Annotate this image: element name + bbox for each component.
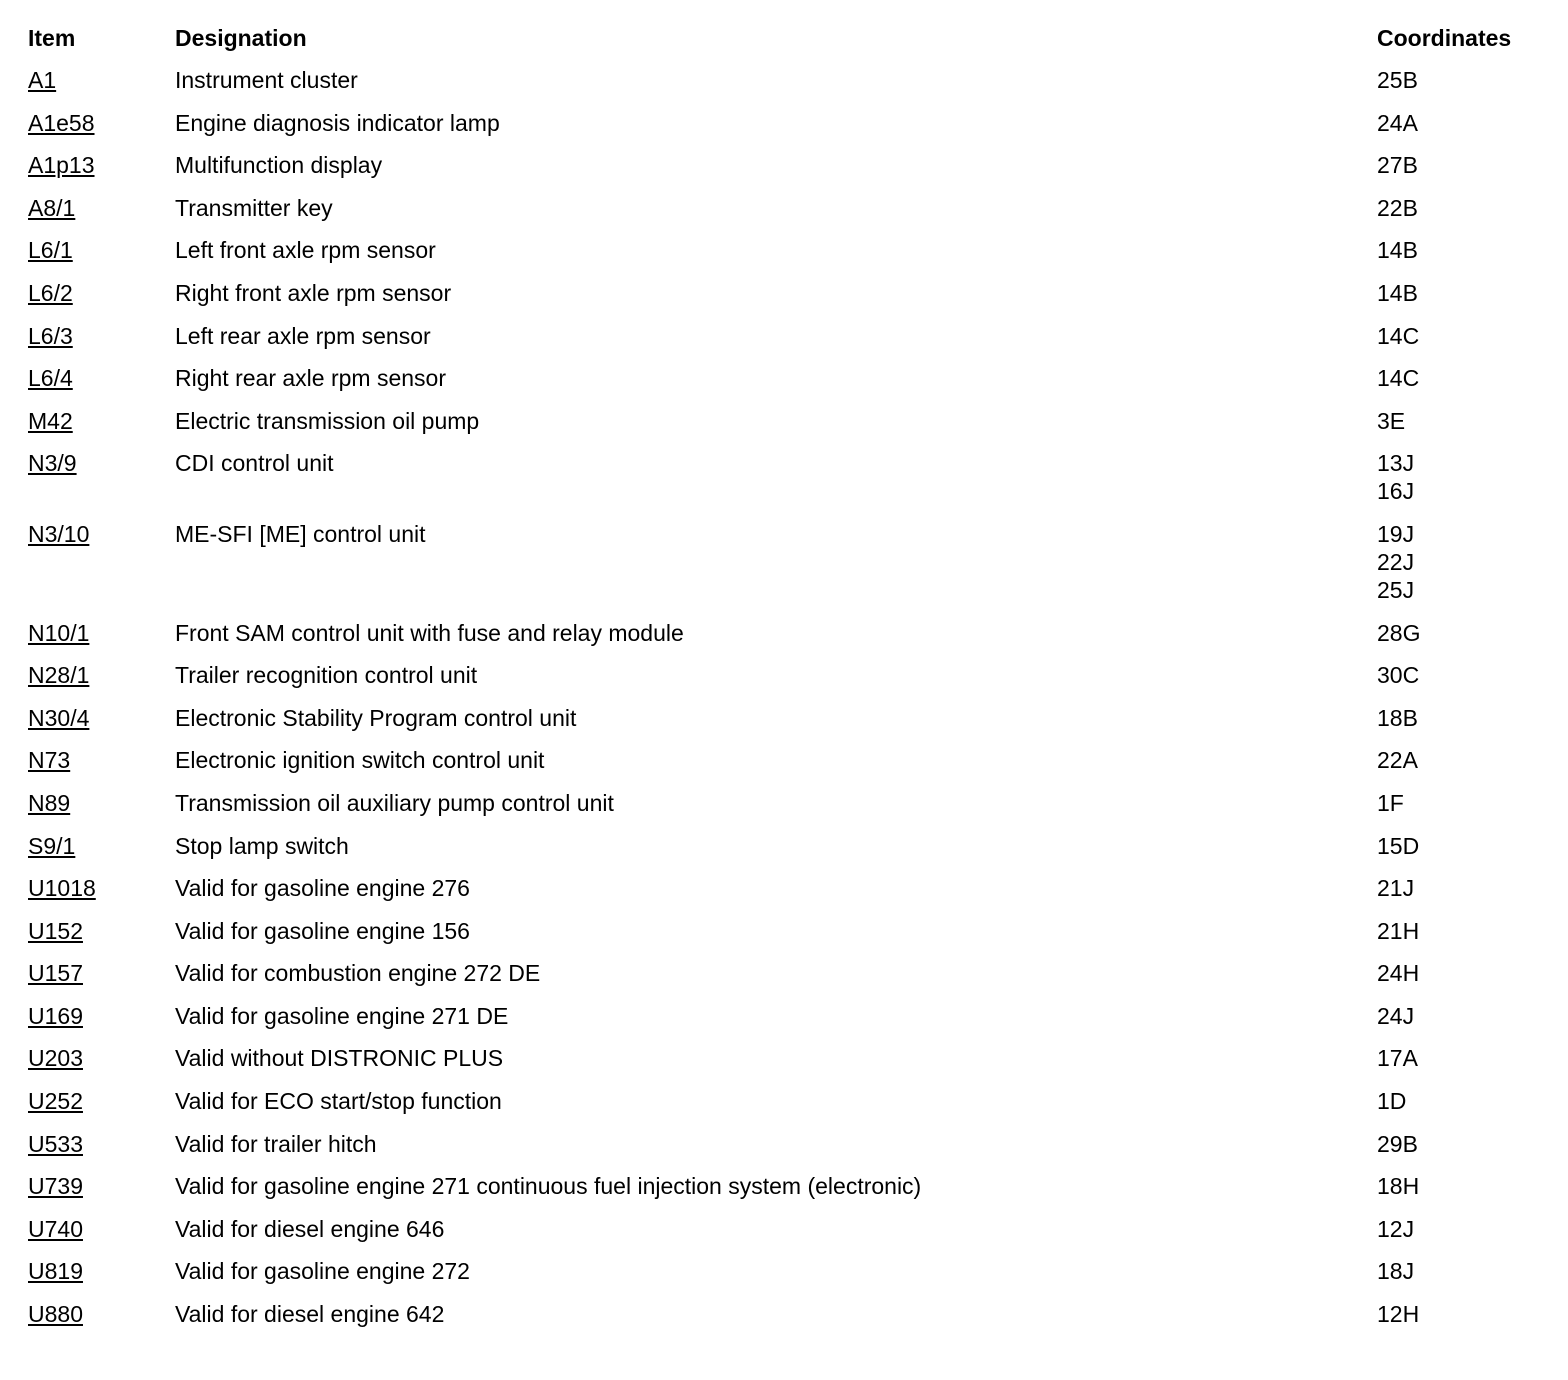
table-row	[28, 322, 1548, 365]
table-row	[28, 520, 1548, 619]
designation-cell: ME-SFI [ME] control unit	[175, 520, 426, 547]
table-row	[28, 832, 1548, 875]
coordinates-cell	[1377, 66, 1548, 94]
coordinate-value: 1D	[1377, 1088, 1407, 1115]
coordinates-cell	[1377, 704, 1548, 732]
table-row	[28, 66, 1548, 109]
table-row	[28, 1172, 1548, 1215]
coordinate-value: 24H	[1377, 960, 1420, 987]
table-row	[28, 449, 1548, 520]
coordinates-cell	[1377, 746, 1548, 774]
item-cell	[28, 364, 175, 392]
designation-cell: Valid for trailer hitch	[175, 1130, 377, 1157]
coordinate-value: 24J	[1377, 1002, 1415, 1029]
coordinate-value: 25J	[1377, 576, 1415, 603]
coordinate-value: 22A	[1377, 747, 1418, 774]
item-link[interactable]: N10/1	[28, 619, 90, 646]
coordinate-value: 21H	[1377, 917, 1420, 944]
item-link[interactable]: N3/9	[28, 450, 77, 477]
coordinates-cell	[1377, 1044, 1548, 1072]
table-row	[28, 1044, 1548, 1087]
coordinate-value: 25B	[1377, 67, 1418, 93]
item-cell	[28, 151, 175, 179]
table-row	[28, 1130, 1548, 1173]
coordinate-value: 22B	[1377, 194, 1418, 221]
coordinates-cell	[1377, 1002, 1548, 1030]
table-row	[28, 789, 1548, 832]
item-cell	[28, 1002, 175, 1030]
item-link[interactable]: L6/2	[28, 279, 73, 306]
coordinates-cell	[1377, 364, 1548, 392]
designation-cell: Valid for diesel engine 646	[175, 1215, 445, 1242]
designation-cell: Trailer recognition control unit	[175, 662, 478, 689]
coordinate-value: 24A	[1377, 109, 1418, 136]
item-link[interactable]: U740	[28, 1215, 83, 1242]
designation-cell: Valid without DISTRONIC PLUS	[175, 1045, 504, 1072]
item-link[interactable]: A1	[28, 67, 57, 93]
coordinates-cell	[1377, 279, 1548, 307]
item-link[interactable]: A1e58	[28, 109, 95, 136]
item-cell	[28, 1257, 175, 1285]
item-link[interactable]: U1018	[28, 875, 96, 902]
item-column-header: Item	[28, 25, 76, 51]
coordinate-value: 15D	[1377, 832, 1420, 859]
coordinate-value: 28G	[1377, 619, 1421, 646]
coordinate-value: 14B	[1377, 237, 1418, 264]
coordinates-cell	[1377, 874, 1548, 902]
coordinates-cell	[1377, 661, 1548, 689]
table-row	[28, 1300, 1548, 1343]
item-link[interactable]: U739	[28, 1173, 83, 1200]
item-link[interactable]: U157	[28, 960, 83, 987]
coordinates-cell	[1377, 1172, 1548, 1200]
item-cell	[28, 1044, 175, 1072]
coordinate-value: 14B	[1377, 279, 1418, 306]
designation-cell: Multifunction display	[175, 152, 383, 179]
item-link[interactable]: A8/1	[28, 194, 76, 221]
coordinate-value: 16J	[1377, 478, 1415, 505]
item-link[interactable]: M42	[28, 407, 73, 434]
designation-cell: Valid for gasoline engine 271 DE	[175, 1002, 509, 1029]
table-row	[28, 917, 1548, 960]
coordinates-cell	[1377, 1300, 1548, 1328]
coordinate-value: 21J	[1377, 875, 1415, 902]
coordinate-value: 12H	[1377, 1301, 1420, 1328]
coordinates-cell	[1377, 151, 1548, 179]
designation-cell: Valid for ECO start/stop function	[175, 1088, 502, 1115]
item-cell	[28, 322, 175, 350]
designation-cell: Valid for combustion engine 272 DE	[175, 960, 541, 987]
item-cell	[28, 1215, 175, 1243]
coordinates-cell	[1377, 1087, 1548, 1115]
coordinate-value: 18H	[1377, 1173, 1420, 1200]
item-cell	[28, 874, 175, 902]
coordinates-cell	[1377, 619, 1548, 647]
designation-cell: CDI control unit	[175, 450, 334, 477]
table-row	[28, 1215, 1548, 1258]
coordinates-cell	[1377, 789, 1548, 817]
item-link[interactable]: N30/4	[28, 704, 90, 731]
designation-cell: Right rear axle rpm sensor	[175, 365, 446, 392]
item-cell	[28, 407, 175, 435]
item-link[interactable]: N28/1	[28, 662, 90, 689]
coordinate-value: 13J	[1377, 450, 1415, 477]
coordinates-cell	[1377, 322, 1548, 350]
table-row	[28, 874, 1548, 917]
item-link[interactable]: L6/4	[28, 365, 73, 392]
item-link[interactable]: N89	[28, 789, 71, 816]
item-link[interactable]: U880	[28, 1301, 83, 1328]
coordinates-cell	[1377, 917, 1548, 945]
table-row	[28, 109, 1548, 152]
designation-cell: Valid for gasoline engine 156	[175, 917, 470, 944]
coordinates-cell	[1377, 959, 1548, 987]
designation-cell: Valid for diesel engine 642	[175, 1301, 445, 1328]
table-row	[28, 661, 1548, 704]
item-cell	[28, 194, 175, 222]
item-cell	[28, 832, 175, 860]
coordinate-value: 29B	[1377, 1130, 1418, 1157]
coordinate-value: 22J	[1377, 548, 1415, 575]
coordinates-cell	[1377, 194, 1548, 222]
designation-cell: Electronic Stability Program control unit	[175, 704, 577, 731]
item-link[interactable]: U819	[28, 1258, 83, 1285]
table-row	[28, 236, 1548, 279]
table-row	[28, 746, 1548, 789]
designation-cell: Transmitter key	[175, 194, 333, 221]
item-cell	[28, 279, 175, 307]
item-link[interactable]: L6/3	[28, 322, 73, 349]
coordinates-cell	[1377, 1130, 1548, 1158]
item-cell	[28, 619, 175, 647]
item-link[interactable]: U169	[28, 1002, 83, 1029]
coordinates-cell	[1377, 449, 1548, 505]
component-legend-table	[28, 24, 1548, 1343]
coordinates-cell	[1377, 520, 1548, 604]
table-row	[28, 279, 1548, 322]
item-link[interactable]: U252	[28, 1088, 83, 1115]
coordinate-value: 14C	[1377, 322, 1420, 349]
item-cell	[28, 449, 175, 477]
table-row	[28, 194, 1548, 237]
item-link[interactable]: N73	[28, 747, 71, 774]
item-link[interactable]: U533	[28, 1130, 83, 1157]
coordinates-cell	[1377, 1257, 1548, 1285]
coordinates-cell	[1377, 236, 1548, 264]
coordinates-cell	[1377, 1215, 1548, 1243]
coordinates-cell	[1377, 832, 1548, 860]
coordinates-cell	[1377, 407, 1548, 435]
coordinate-value: 3E	[1377, 407, 1406, 434]
item-cell	[28, 917, 175, 945]
designation-cell: Front SAM control unit with fuse and relay module	[175, 619, 684, 646]
item-cell	[28, 1172, 175, 1200]
table-row	[28, 619, 1548, 662]
coordinate-value: 1F	[1377, 789, 1404, 816]
coordinate-value: 30C	[1377, 662, 1420, 689]
coordinates-column-header: Coordinates	[1377, 25, 1512, 51]
item-link[interactable]: N3/10	[28, 520, 90, 547]
item-cell	[28, 1300, 175, 1328]
item-link[interactable]: L6/1	[28, 237, 73, 264]
designation-column-header: Designation	[175, 25, 307, 51]
item-cell	[28, 520, 175, 548]
table-row	[28, 364, 1548, 407]
table-header-row	[28, 24, 1548, 66]
designation-cell: Transmission oil auxiliary pump control unit	[175, 789, 614, 816]
designation-cell: Valid for gasoline engine 272	[175, 1258, 470, 1285]
item-cell	[28, 66, 175, 94]
table-body	[28, 66, 1548, 1343]
table-row	[28, 151, 1548, 194]
table-row	[28, 1002, 1548, 1045]
item-cell	[28, 1130, 175, 1158]
item-cell	[28, 789, 175, 817]
item-link[interactable]: A1p13	[28, 152, 95, 179]
coordinate-value: 17A	[1377, 1045, 1418, 1072]
table-row	[28, 1087, 1548, 1130]
designation-cell: Valid for gasoline engine 271 continuous fuel injection system (electronic)	[175, 1173, 922, 1200]
item-link[interactable]: S9/1	[28, 832, 76, 859]
item-cell	[28, 1087, 175, 1115]
item-cell	[28, 109, 175, 137]
table-row	[28, 407, 1548, 450]
item-cell	[28, 959, 175, 987]
coordinate-value: 18B	[1377, 704, 1418, 731]
designation-cell: Left rear axle rpm sensor	[175, 322, 431, 349]
table-row	[28, 704, 1548, 747]
designation-cell: Instrument cluster	[175, 67, 358, 93]
coordinates-cell	[1377, 109, 1548, 137]
designation-cell: Electric transmission oil pump	[175, 407, 480, 434]
item-cell	[28, 661, 175, 689]
coordinate-value: 19J	[1377, 520, 1415, 547]
table-row	[28, 1257, 1548, 1300]
item-link[interactable]: U203	[28, 1045, 83, 1072]
designation-cell: Stop lamp switch	[175, 832, 349, 859]
item-cell	[28, 704, 175, 732]
item-cell	[28, 236, 175, 264]
coordinate-value: 12J	[1377, 1215, 1415, 1242]
coordinate-value: 27B	[1377, 152, 1418, 179]
table-row	[28, 959, 1548, 1002]
designation-cell: Right front axle rpm sensor	[175, 279, 452, 306]
designation-cell: Electronic ignition switch control unit	[175, 747, 545, 774]
item-link[interactable]: U152	[28, 917, 83, 944]
coordinate-value: 14C	[1377, 365, 1420, 392]
designation-cell: Left front axle rpm sensor	[175, 237, 436, 264]
item-cell	[28, 746, 175, 774]
coordinate-value: 18J	[1377, 1258, 1415, 1285]
designation-cell: Engine diagnosis indicator lamp	[175, 109, 500, 136]
designation-cell: Valid for gasoline engine 276	[175, 875, 470, 902]
